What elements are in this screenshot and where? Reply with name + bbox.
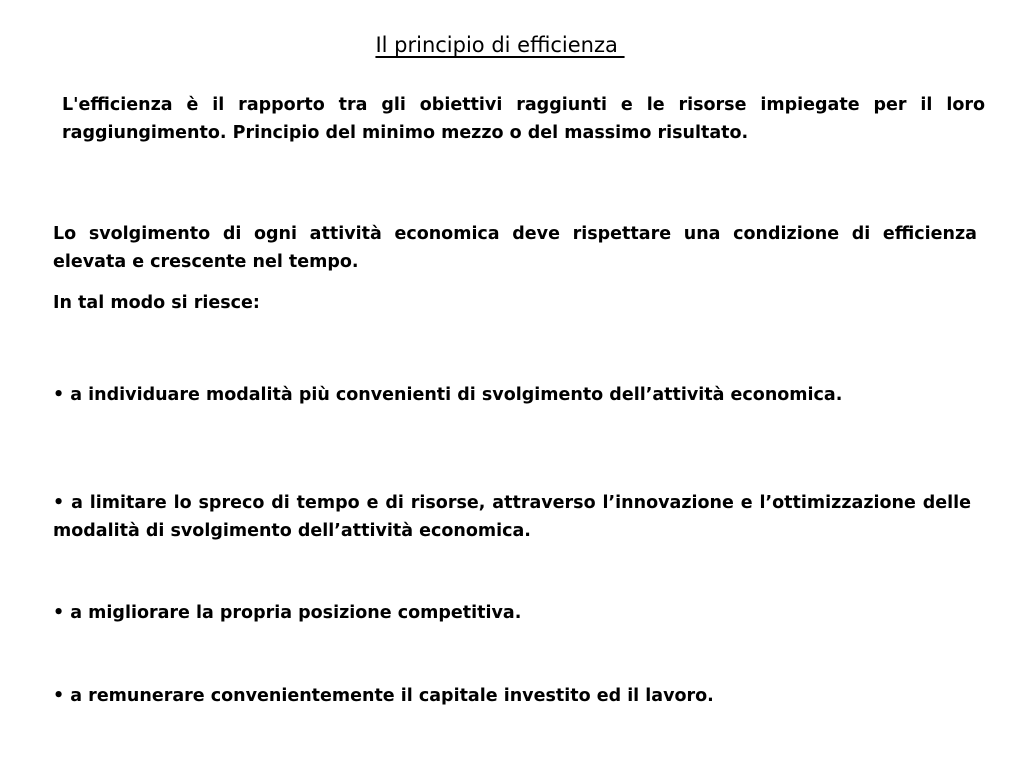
bullet-dot: • <box>53 493 65 513</box>
bullet-text: a remunerare convenientemente il capitale investito ed il lavoro. <box>70 686 714 706</box>
bullet-item <box>53 600 971 628</box>
bullet-item <box>53 490 971 545</box>
bullet-item <box>53 382 971 410</box>
bullet-dot: • <box>53 686 65 706</box>
intro-paragraph: Lo svolgimento di ogni attività economica deve rispettare una condizione di efficienza elevata e crescente nel tempo. <box>53 224 977 272</box>
bullet-text: a migliorare la propria posizione competitiva. <box>70 603 522 623</box>
slide-title: Il principio di efficienza <box>375 33 625 57</box>
bullet-item <box>53 683 971 711</box>
bullet-text: a limitare lo spreco di tempo e di risorse, attraverso l’innovazione e l’ottimizzazione delle modalità di svolgimento dell’attività economica. <box>53 493 972 541</box>
bullet-text: a individuare modalità più convenienti di svolgimento dell’attività economica. <box>70 385 843 405</box>
lead-paragraph: In tal modo si riesce: <box>53 293 260 313</box>
bullet-dot: • <box>53 603 65 623</box>
bullet-dot: • <box>53 385 65 405</box>
definition-paragraph: L'efficienza è il rapporto tra gli obiettivi raggiunti e le risorse impiegate per il loro raggiungimento. Principio del minimo mezzo o del massimo risultato. <box>62 95 985 143</box>
